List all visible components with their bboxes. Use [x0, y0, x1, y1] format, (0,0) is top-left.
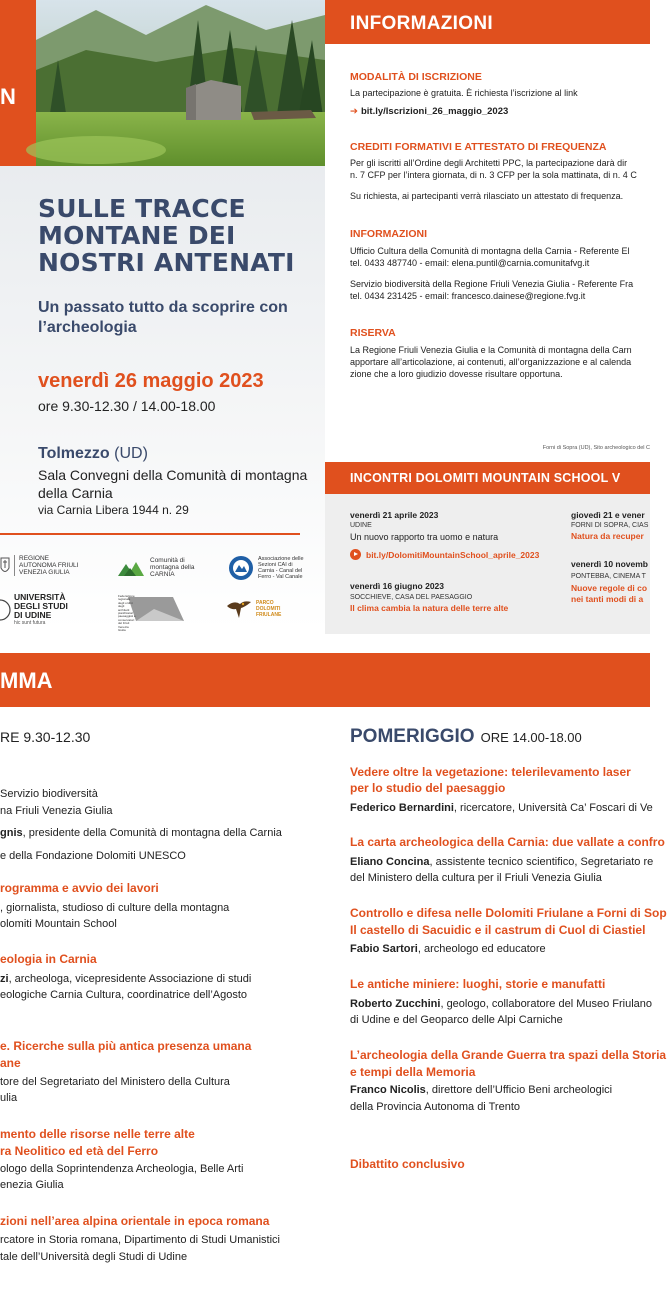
morning-talk-3-title-2: ane	[0, 1056, 21, 1070]
morning-talk-4-speaker-1: ologo della Soprintendenza Archeologia, Belle Arti	[0, 1163, 244, 1175]
hero-photo-mountain-ruins	[36, 0, 325, 166]
eagle-icon	[226, 598, 252, 620]
crediti-text-1: Per gli iscritti all’Ordine degli Architetti PPC, la partecipazione darà dir	[350, 158, 628, 168]
afternoon-talk-3-name: Fabio Sartori	[350, 943, 418, 955]
cai-badge-icon	[228, 555, 254, 581]
logo-uniud-wordmark	[14, 593, 72, 627]
dms-event-4-topic-2: nei tanti modi di a	[571, 594, 644, 604]
dms-event-1-link-text[interactable]: bit.ly/DolomitiMountainSchool_aprile_2023	[366, 550, 540, 560]
crediti-title: CREDITI FORMATIVI E ATTESTATO DI FREQUENZA	[350, 141, 607, 153]
dms-event-3-place: FORNI DI SOPRA, CIAS	[571, 522, 649, 529]
afternoon-heading-title: POMERIGGIO	[350, 726, 475, 747]
crediti-text-2: n. 7 CFP per l’intera giornata, di n. 3 CFP per la sola mattinata, di n. 4 C	[350, 170, 637, 180]
logo-carnia	[118, 557, 198, 578]
morning-line-4: e della Fondazione Dolomiti UNESCO	[0, 850, 186, 862]
afternoon-talk-1-name: Federico Bernardini	[350, 802, 454, 814]
afternoon-talk-4-speaker-2: di Udine e del Geoparco delle Alpi Carniche	[350, 1014, 563, 1026]
afternoon-talk-5-title-2: e tempi della Memoria	[350, 1065, 476, 1079]
afternoon-talk-4-title: Le antiche miniere: luoghi, storie e manufatti	[350, 977, 606, 991]
morning-talk-4-title-2: ra Neolitico ed età del Ferro	[0, 1144, 159, 1158]
dms-event-3-topic: Natura da recuper	[571, 531, 644, 541]
logo-parco-text: PARCO DOLOMITI FRIULANE	[256, 600, 282, 618]
logo-parco-dolomiti	[226, 598, 306, 620]
informazioni-text-1: Ufficio Cultura della Comunità di montagna della Carnia - Referente El	[350, 246, 630, 256]
afternoon-heading	[350, 726, 582, 748]
logo-uniud-text: UNIVERSITÀ DEGLI STUDI DI UDINE	[14, 592, 68, 620]
carnia-mountains-icon	[118, 560, 146, 576]
crediti-text-3: Su richiesta, ai partecipanti verrà rilasciato un attestato di frequenza.	[350, 191, 624, 201]
closing-debate: Dibattito conclusivo	[350, 1157, 465, 1171]
orange-divider	[0, 533, 300, 535]
dms-event-3-date: giovedì 21 e vener	[571, 510, 645, 520]
afternoon-talk-2-title: La carta archeologica della Carnia: due vallate a confro	[350, 835, 665, 849]
info-header	[325, 0, 650, 44]
dms-header-title: INCONTRI DOLOMITI MOUNTAIN SCHOOL V	[350, 471, 621, 485]
logo-regione-fvg	[0, 555, 80, 576]
dms-event-4-date: venerdì 10 novemb	[571, 559, 649, 569]
afternoon-talk-3-title-1: Controllo e difesa nelle Dolomiti Friulane a Forni di Sop	[350, 906, 667, 920]
afternoon-talk-2-rest: , assistente tecnico scientifico, Segretariato re	[429, 856, 654, 868]
left-band-text: N	[0, 84, 16, 109]
photo-credit: Forni di Sopra (UD), Sito archeologico del C	[542, 445, 650, 451]
morning-talk-2-speaker-1	[0, 971, 251, 987]
regione-emblem-icon	[0, 556, 10, 576]
morning-line-2: na Friuli Venezia Giulia	[0, 805, 113, 817]
logo-cai-text: Associazione delle Sezioni CAI di Carnia - Canal del Ferro - Val Canale	[258, 556, 304, 580]
afternoon-talk-5-speaker-2: della Provincia Autonoma di Trento	[350, 1101, 520, 1113]
afternoon-talk-4-speaker-1	[350, 996, 652, 1012]
play-icon	[350, 549, 361, 560]
dms-event-1-date: venerdì 21 aprile 2023	[350, 510, 439, 520]
morning-talk-4-title-1: mento delle risorse nelle terre alte	[0, 1127, 195, 1141]
programme-band-text: MMA	[0, 668, 53, 693]
venue-city	[38, 445, 148, 463]
afternoon-talk-5-rest: , direttore dell’Ufficio Beni archeologici	[425, 1084, 613, 1096]
logo-carnia-text: Comunità di montagna della CARNIA	[150, 557, 195, 578]
morning-talk-2-rest: , archeologa, vicepresidente Associazione di studi	[8, 973, 252, 985]
logo-regione-text: REGIONE AUTONOMA FRIULI VENEZIA GIULIA	[14, 555, 80, 576]
afternoon-talk-3-speaker	[350, 941, 546, 957]
dms-event-1-link[interactable]	[350, 549, 539, 561]
dms-event-1-place: UDINE	[350, 522, 372, 529]
afternoon-talk-2-speaker-2: del Ministero della cultura per il Friuli Venezia Giulia	[350, 872, 602, 884]
afternoon-talk-2-name: Eliano Concina	[350, 856, 430, 868]
morning-heading: RE 9.30-12.30	[0, 729, 91, 745]
morning-talk-5-speaker-1: rcatore in Storia romana, Dipartimento di Studi Umanistici	[0, 1234, 281, 1246]
afternoon-talk-3-title-2: Il castello di Sacuidic e il castrum di Cuol di Ciastiel	[350, 923, 646, 937]
info-header-title: INFORMAZIONI	[350, 13, 493, 34]
logo-uniud-motto: hic sunt futura	[14, 620, 46, 626]
dms-event-2-place: SOCCHIEVE, CASA DEL PAESAGGIO	[350, 594, 473, 601]
iscrizione-title: MODALITÀ DI ISCRIZIONE	[350, 71, 482, 83]
dms-header	[325, 462, 650, 494]
morning-line-3-name: gnis	[0, 827, 23, 839]
logo-cai	[228, 555, 308, 581]
dms-event-4-place: PONTEBBA, CINEMA T	[571, 573, 646, 580]
morning-talk-2-speaker-2: eologiche Carnia Cultura, coordinatrice dell’Agosto	[0, 989, 248, 1001]
afternoon-talk-5-name: Franco Nicolis	[350, 1084, 426, 1096]
afternoon-talk-2-speaker-1	[350, 854, 653, 870]
event-date: venerdì 26 maggio 2023	[38, 370, 264, 392]
venue-hall: Sala Convegni della Comunità di montagna della Carnia	[38, 467, 308, 501]
programme-band	[0, 653, 650, 707]
morning-talk-1-speaker-1: , giornalista, studioso di culture della montagna	[0, 902, 230, 914]
morning-talk-2-title: eologia in Carnia	[0, 952, 97, 966]
iscrizione-link[interactable]	[350, 106, 508, 117]
informazioni-text-2: tel. 0433 487740 - email: elena.puntil@carnia.comunitafvg.it	[350, 258, 590, 268]
morning-talk-3-speaker-2: ulia	[0, 1092, 18, 1104]
arrow-right-icon: ➔	[350, 106, 358, 117]
afternoon-talk-1-speaker	[350, 800, 653, 816]
morning-talk-2-name: zi	[0, 973, 9, 985]
dms-event-2-date: venerdì 16 giugno 2023	[350, 581, 445, 591]
morning-talk-4-speaker-2: enezia Giulia	[0, 1179, 64, 1191]
afternoon-talk-4-name: Roberto Zucchini	[350, 998, 441, 1010]
venue-city-name: Tolmezzo	[38, 445, 110, 462]
dms-event-2-topic: Il clima cambia la natura delle terre alte	[350, 603, 509, 613]
logo-uniud	[0, 593, 80, 627]
riserva-title: RISERVA	[350, 327, 396, 339]
afternoon-talk-3-rest: , archeologo ed educatore	[417, 943, 546, 955]
venue-address: via Carnia Libera 1944 n. 29	[38, 503, 189, 517]
informazioni-text-3: Servizio biodiversità della Regione Friuli Venezia Giulia - Referente Fra	[350, 279, 634, 289]
afternoon-talk-1-title-2: per lo studio del paesaggio	[350, 781, 506, 795]
dms-event-4-topic-1: Nuove regole di co	[571, 583, 648, 593]
dms-event-1-topic: Un nuovo rapporto tra uomo e natura	[350, 532, 499, 542]
morning-talk-1-speaker-2: olomiti Mountain School	[0, 918, 117, 930]
logo-federazione-text: Federazione regionale degli ordini degli architetti pianificatori paesaggisti e conservatori del Friuli Venezia Giulia	[118, 594, 136, 633]
event-title: SULLE TRACCE MONTANE DEI NOSTRI ANTENATI	[38, 194, 295, 277]
morning-talk-5-title: zioni nell’area alpina orientale in epoca romana	[0, 1214, 270, 1228]
riserva-text-2: apportare all’articolazione, ai contenuti, all’organizzazione e al calenda	[350, 357, 632, 367]
afternoon-talk-5-speaker-1	[350, 1082, 612, 1098]
uniud-seal-icon	[0, 598, 10, 622]
morning-talk-3-title-1: e. Ricerche sulla più antica presenza umana	[0, 1039, 252, 1053]
afternoon-talk-1-rest: , ricercatore, Università Ca’ Foscari di Ve	[453, 802, 653, 814]
event-hours: ore 9.30-12.30 / 14.00-18.00	[38, 398, 216, 414]
morning-line-3-rest: , presidente della Comunità di montagna della Carnia	[22, 827, 282, 839]
morning-talk-1-title: rogramma e avvio dei lavori	[0, 881, 159, 895]
riserva-text-1: La Regione Friuli Venezia Giulia e la Comunità di montagna della Carn	[350, 345, 632, 355]
morning-line-1: Servizio biodiversità	[0, 788, 98, 800]
afternoon-talk-5-title-1: L’archeologia della Grande Guerra tra spazi della Storia	[350, 1048, 667, 1062]
event-subtitle: Un passato tutto da scoprire con l’archeologia	[38, 299, 288, 336]
morning-talk-5-speaker-2: tale dell’Università degli Studi di Udine	[0, 1251, 188, 1263]
informazioni-title: INFORMAZIONI	[350, 228, 427, 240]
riserva-text-3: zione che a loro giudizio dovesse risultare opportuna.	[350, 369, 563, 379]
afternoon-talk-1-title-1: Vedere oltre la vegetazione: telerilevamento laser	[350, 765, 631, 779]
venue-province: (UD)	[114, 445, 148, 462]
iscrizione-text: La partecipazione è gratuita. È richiesta l’iscrizione al link	[350, 88, 578, 98]
afternoon-heading-hours: ORE 14.00-18.00	[480, 730, 582, 745]
informazioni-text-4: tel. 0434 231425 - email: francesco.dainese@regione.fvg.it	[350, 291, 586, 301]
morning-line-3	[0, 825, 282, 841]
left-orange-band	[0, 0, 36, 166]
morning-talk-3-speaker-1: tore del Segretariato del Ministero della Cultura	[0, 1076, 230, 1088]
afternoon-talk-4-rest: , geologo, collaboratore del Museo Friulano	[440, 998, 653, 1010]
iscrizione-link-text[interactable]: bit.ly/Iscrizioni_26_maggio_2023	[360, 106, 509, 117]
